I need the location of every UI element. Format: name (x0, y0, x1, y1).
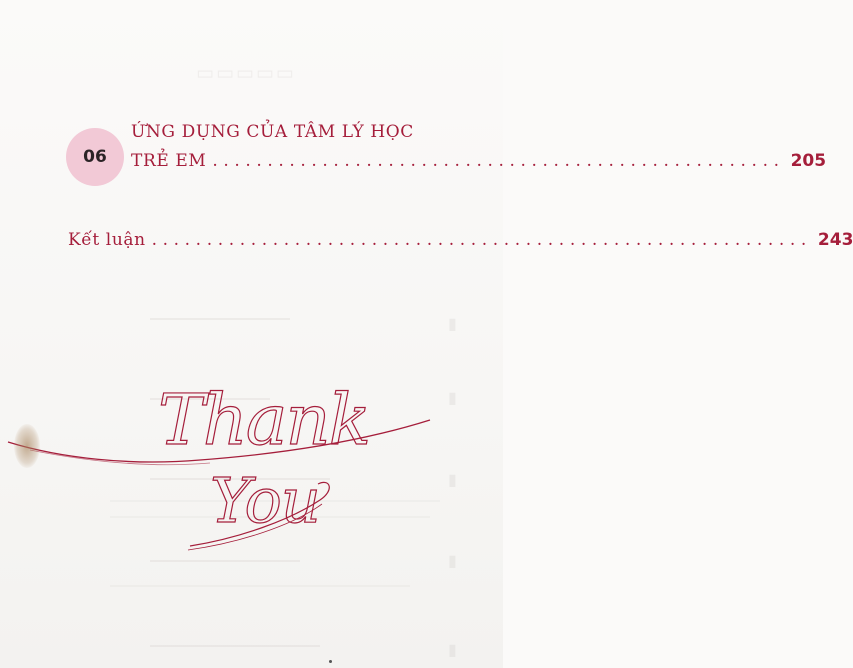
chapter-title-line2: TRẺ EM (131, 151, 207, 171)
leader-dots: .................................................... (212, 151, 785, 171)
thank-you-calligraphy (0, 350, 503, 570)
page-stain (14, 424, 40, 468)
toc-entry-chapter-06[interactable] (131, 151, 827, 171)
chapter-number-badge (66, 128, 124, 186)
conclusion-label: Kết luận (68, 230, 146, 250)
bleed-through-line (150, 318, 290, 320)
you-word: You (210, 464, 320, 537)
bleed-through-line (150, 645, 320, 647)
thank-word: Thank (158, 379, 370, 461)
chapter-title-line1: ỨNG DỤNG CỦA TÂM LÝ HỌC (131, 122, 414, 142)
bleed-through-heading: ▭▭▭▭▭ (196, 62, 296, 84)
bleed-through-number: ▮ (448, 314, 459, 333)
bleed-through-number: ▮ (448, 470, 459, 489)
conclusion-page-number: 243 (817, 230, 853, 250)
toc-entry-conclusion[interactable] (68, 230, 853, 250)
leader-dots: ............................................................ (151, 230, 812, 250)
bleed-through-line (110, 585, 410, 587)
ink-dot (329, 660, 332, 663)
bleed-through-number: ▮ (448, 388, 459, 407)
chapter-page-number: 205 (790, 151, 827, 171)
bleed-through-number: ▮ (448, 551, 459, 570)
bleed-through-number: ▮ (448, 640, 459, 659)
chapter-number: 06 (83, 147, 107, 167)
